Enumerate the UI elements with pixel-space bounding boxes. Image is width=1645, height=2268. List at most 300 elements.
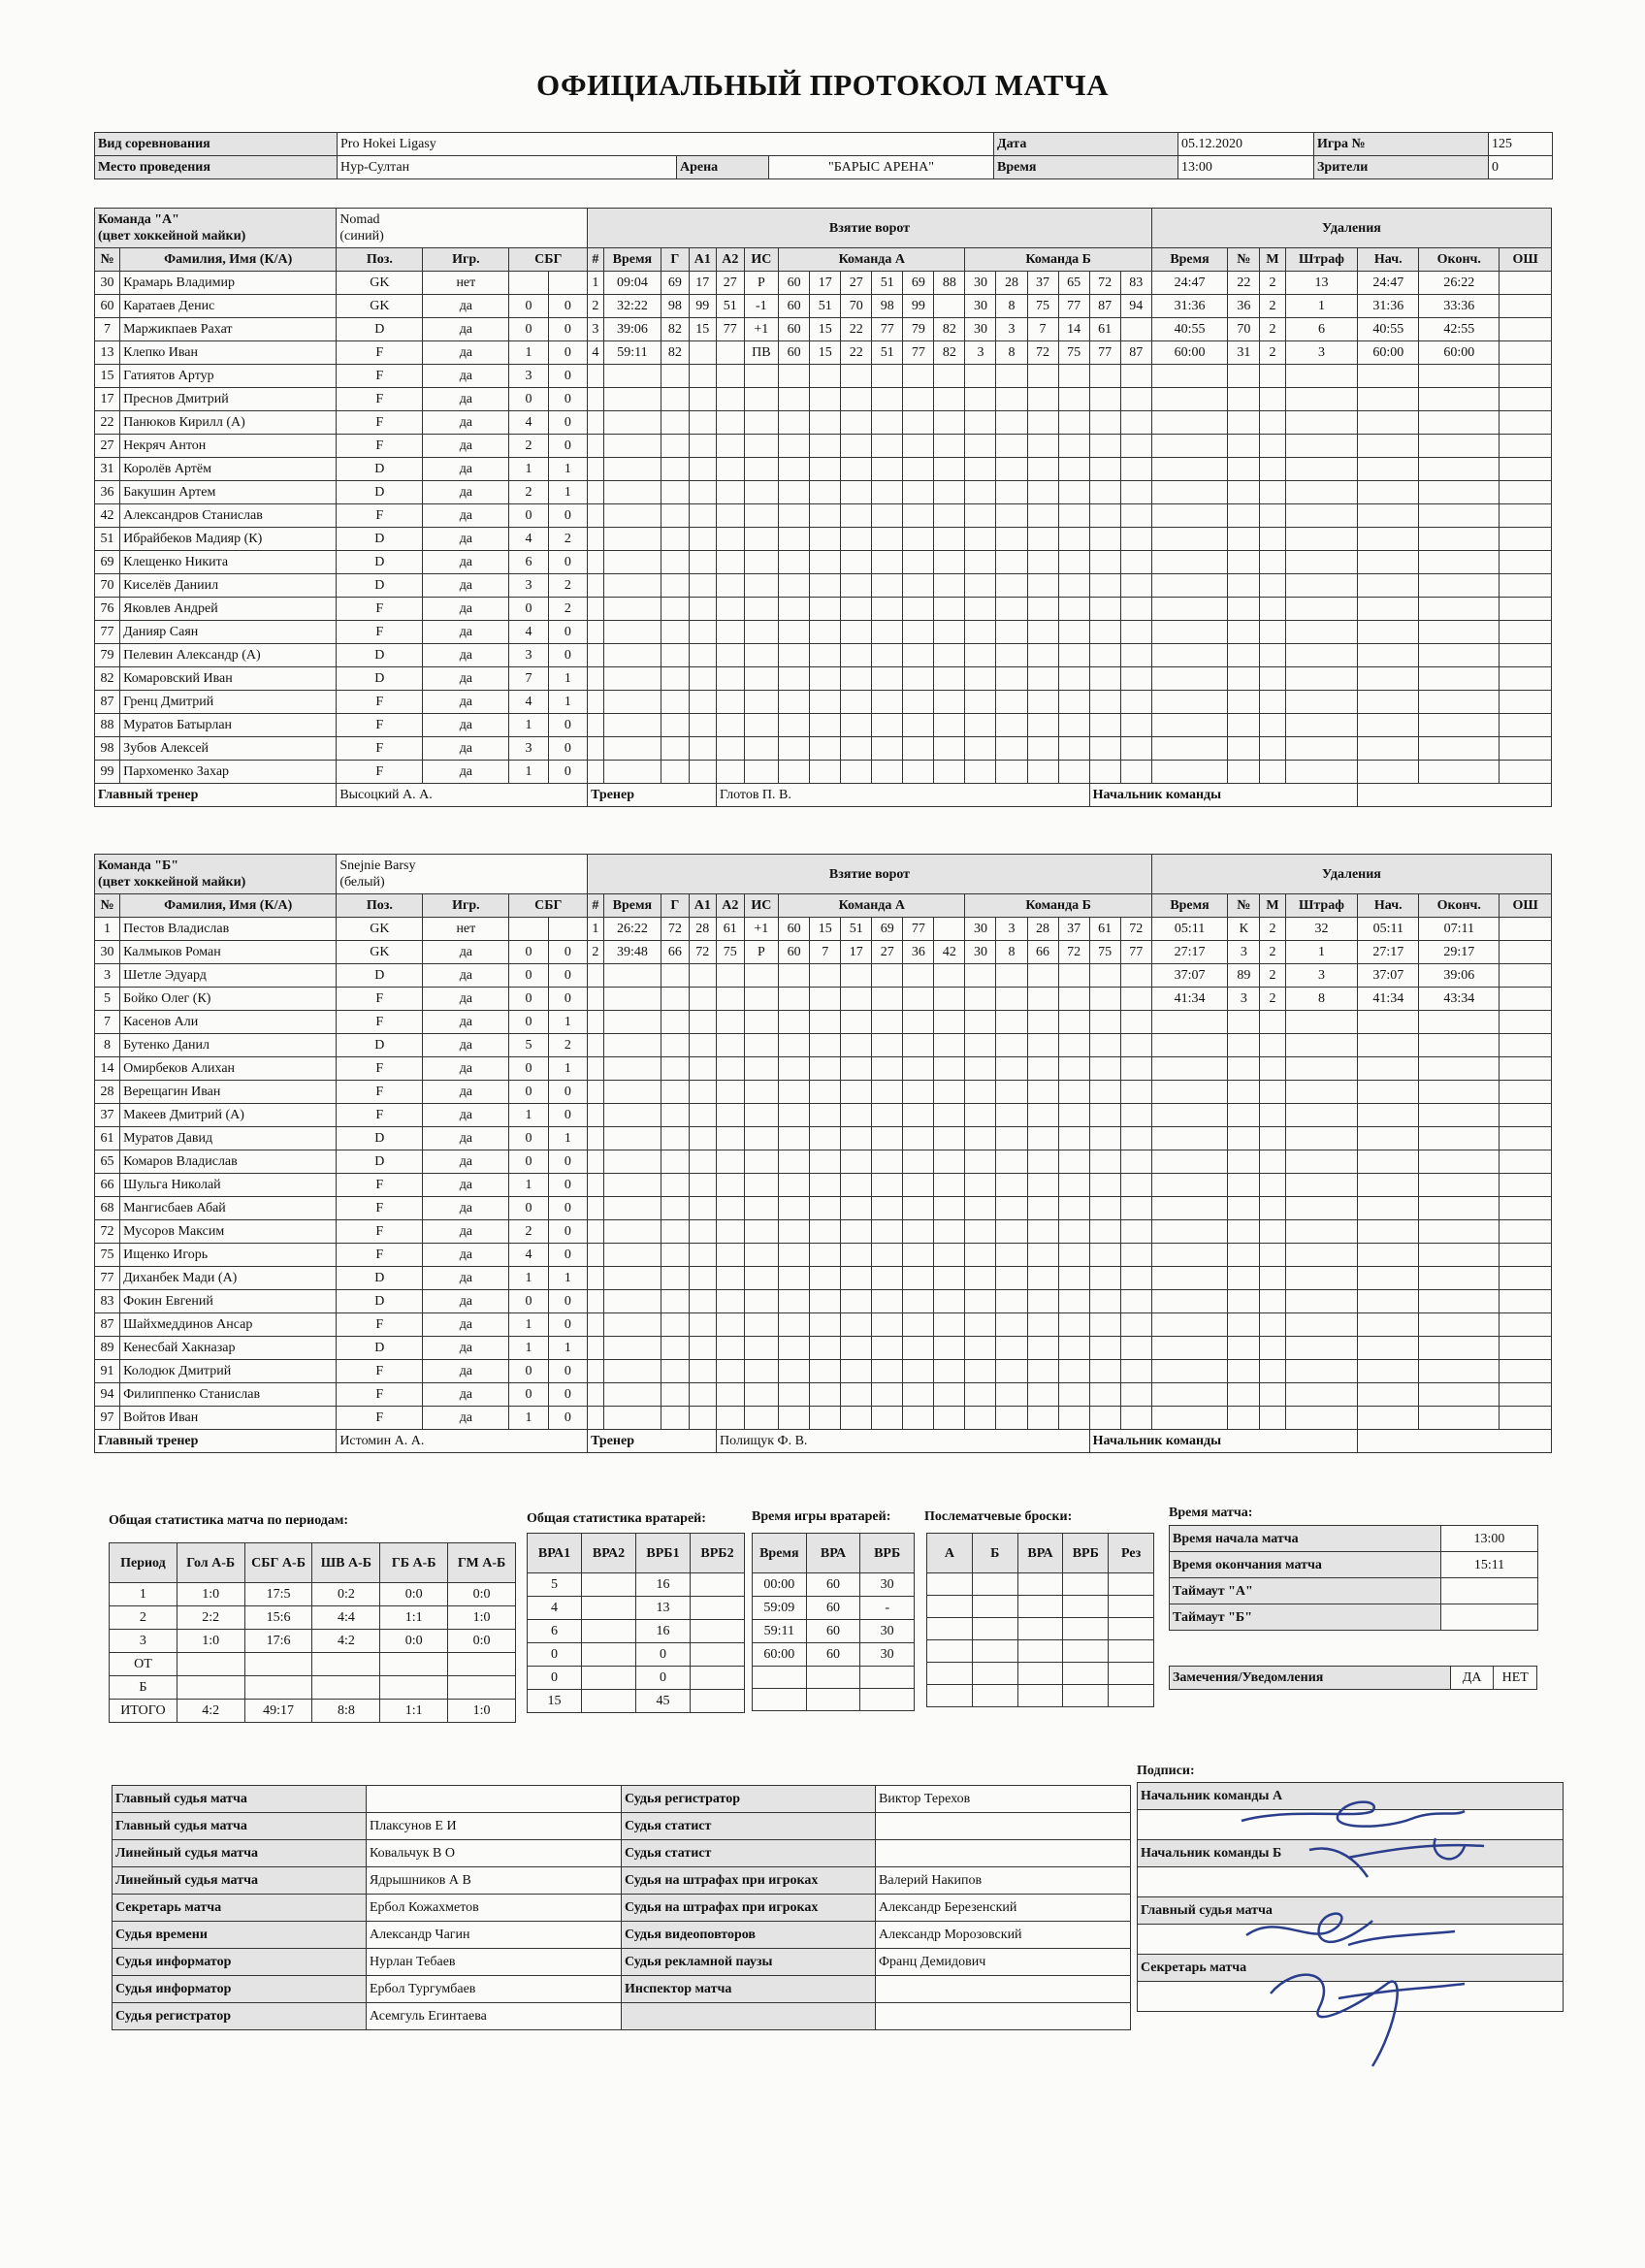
player-sog-a: 4 — [509, 528, 548, 551]
goalie-stats-cell: 15 — [528, 1690, 582, 1713]
penalty-cell: 42:55 — [1419, 318, 1500, 341]
penalty-cell: 2 — [1260, 918, 1285, 941]
goal-cell — [1120, 1034, 1151, 1057]
penalty-cell — [1260, 1127, 1285, 1150]
col-name: Фамилия, Имя (К/А) — [120, 894, 337, 918]
goal-cell — [1089, 988, 1120, 1011]
goal-cell: 82 — [661, 341, 689, 365]
penalty-cell — [1228, 667, 1260, 691]
goalie-stats-cell — [582, 1690, 636, 1713]
goal-cell — [603, 1127, 661, 1150]
penalty-cell — [1500, 1407, 1552, 1430]
goal-cell: 83 — [1120, 272, 1151, 295]
player-played: да — [423, 691, 509, 714]
player-sog-a: 1 — [509, 1313, 548, 1337]
player-number: 69 — [95, 551, 120, 574]
goal-cell — [1058, 667, 1089, 691]
goal-cell — [717, 737, 744, 761]
goal-cell — [872, 1034, 903, 1057]
player-sog-b: 0 — [548, 551, 587, 574]
player-sog-a: 0 — [509, 504, 548, 528]
official-role: Судья статист — [622, 1840, 876, 1867]
goal-cell — [903, 1057, 934, 1081]
player-row — [95, 1034, 1552, 1057]
time-label: Время — [994, 156, 1178, 179]
player-position: D — [337, 644, 423, 667]
goal-cell — [744, 388, 779, 411]
player-number: 77 — [95, 621, 120, 644]
goal-cell — [996, 1057, 1027, 1081]
goal-cell — [1058, 551, 1089, 574]
goal-cell — [1089, 644, 1120, 667]
goal-cell — [661, 1337, 689, 1360]
official-name: Ковальчук В О — [367, 1840, 622, 1867]
player-name: Яковлев Андрей — [120, 598, 337, 621]
penalty-cell: К — [1228, 918, 1260, 941]
goal-cell — [934, 504, 965, 528]
goal-cell — [717, 1011, 744, 1034]
goal-cell — [872, 1104, 903, 1127]
player-sog-b: 0 — [548, 1197, 587, 1220]
shootout-cell — [972, 1618, 1017, 1640]
goal-cell — [841, 1337, 872, 1360]
player-number: 51 — [95, 528, 120, 551]
goal-cell — [965, 714, 996, 737]
penalty-cell — [1358, 411, 1419, 435]
player-position: D — [337, 318, 423, 341]
player-name: Комаровский Иван — [120, 667, 337, 691]
goal-cell — [744, 458, 779, 481]
goal-cell — [965, 574, 996, 598]
player-sog-b: 0 — [548, 504, 587, 528]
goal-cell — [965, 1267, 996, 1290]
goal-cell — [934, 365, 965, 388]
period-stats-cell: 1 — [110, 1583, 177, 1606]
player-row — [95, 1220, 1552, 1244]
goal-cell — [903, 365, 934, 388]
goal-cell — [1120, 574, 1151, 598]
goal-cell — [1058, 365, 1089, 388]
goal-cell — [872, 574, 903, 598]
goal-cell — [779, 1244, 810, 1267]
player-sog-a: 1 — [509, 458, 548, 481]
penalty-cell — [1500, 365, 1552, 388]
goal-cell — [872, 388, 903, 411]
penalty-cell: 2 — [1260, 988, 1285, 1011]
penalty-cell — [1500, 1034, 1552, 1057]
goal-cell — [588, 1174, 604, 1197]
goal-cell — [965, 1127, 996, 1150]
goal-cell — [872, 761, 903, 784]
goal-cell — [588, 365, 604, 388]
goal-cell — [717, 964, 744, 988]
goalie-stats-row — [528, 1573, 745, 1597]
shootout-cell — [1017, 1685, 1063, 1707]
goal-cell — [841, 481, 872, 504]
player-number: 68 — [95, 1197, 120, 1220]
goal-cell — [934, 411, 965, 435]
player-position: F — [337, 411, 423, 435]
goal-cell — [872, 1057, 903, 1081]
shootout-cell — [1063, 1685, 1109, 1707]
col-goal-number: # — [588, 248, 604, 272]
penalty-cell — [1500, 941, 1552, 964]
penalty-cell — [1358, 714, 1419, 737]
penalty-cell: 13 — [1285, 272, 1358, 295]
goal-cell — [1120, 1150, 1151, 1174]
col-pen-minutes: М — [1260, 248, 1285, 272]
penalty-cell: 3 — [1285, 964, 1358, 988]
goal-cell — [872, 435, 903, 458]
goal-cell: 7 — [1027, 318, 1058, 341]
player-row — [95, 272, 1552, 295]
goal-cell: 82 — [661, 318, 689, 341]
player-name: Бутенко Данил — [120, 1034, 337, 1057]
player-played: да — [423, 1057, 509, 1081]
goal-cell — [717, 1150, 744, 1174]
shootout-header: Б — [972, 1534, 1017, 1573]
player-name: Гатиятов Артур — [120, 365, 337, 388]
goal-cell — [661, 644, 689, 667]
goal-cell — [1089, 598, 1120, 621]
goal-cell — [996, 1290, 1027, 1313]
shootout-cell — [1109, 1596, 1154, 1618]
competition-label: Вид соревнования — [95, 133, 338, 156]
goal-cell — [661, 365, 689, 388]
player-name: Некряч Антон — [120, 435, 337, 458]
team-chief-label: Начальник команды — [1089, 784, 1358, 807]
penalty-cell — [1228, 644, 1260, 667]
goal-cell — [661, 1244, 689, 1267]
penalty-cell — [1260, 528, 1285, 551]
goal-cell — [689, 621, 716, 644]
official-role: Главный судья матча — [113, 1786, 367, 1813]
penalty-cell: 39:06 — [1419, 964, 1500, 988]
goal-cell — [603, 1360, 661, 1383]
goal-cell: 51 — [872, 272, 903, 295]
penalty-cell: 05:11 — [1358, 918, 1419, 941]
goalie-time-cell — [806, 1667, 860, 1689]
goal-cell: 27 — [872, 941, 903, 964]
penalty-cell: 24:47 — [1151, 272, 1227, 295]
penalty-cell: 6 — [1285, 318, 1358, 341]
penalty-cell — [1500, 1197, 1552, 1220]
player-position: F — [337, 1383, 423, 1407]
goal-cell — [903, 1197, 934, 1220]
period-stats-cell: 3 — [110, 1630, 177, 1653]
player-sog-a: 0 — [509, 598, 548, 621]
penalty-cell — [1500, 1244, 1552, 1267]
penalty-cell — [1260, 1383, 1285, 1407]
goalie-time-row — [753, 1597, 915, 1620]
goal-cell — [1058, 644, 1089, 667]
goal-cell — [1058, 1244, 1089, 1267]
player-number: 13 — [95, 341, 120, 365]
goal-cell — [841, 1313, 872, 1337]
goal-cell — [744, 1244, 779, 1267]
goal-cell — [1027, 691, 1058, 714]
goal-cell — [841, 964, 872, 988]
penalty-cell — [1285, 621, 1358, 644]
goal-cell — [934, 964, 965, 988]
goal-cell — [1027, 458, 1058, 481]
match-time-label: Время окончания матча — [1170, 1552, 1441, 1578]
goalie-stats-row — [528, 1643, 745, 1667]
goal-cell — [996, 1220, 1027, 1244]
goal-cell — [588, 964, 604, 988]
goal-cell — [996, 1197, 1027, 1220]
goal-cell — [779, 504, 810, 528]
goal-cell — [934, 1011, 965, 1034]
penalty-cell — [1228, 1104, 1260, 1127]
goal-cell — [872, 1290, 903, 1313]
goal-cell — [1058, 1150, 1089, 1174]
goal-cell — [872, 714, 903, 737]
goal-cell — [717, 1197, 744, 1220]
penalty-cell — [1228, 1150, 1260, 1174]
goal-cell — [1027, 1244, 1058, 1267]
penalty-cell — [1228, 1383, 1260, 1407]
player-row — [95, 1150, 1552, 1174]
player-row — [95, 737, 1552, 761]
penalty-cell — [1228, 1220, 1260, 1244]
goal-cell — [661, 435, 689, 458]
player-row — [95, 1057, 1552, 1081]
player-number: 88 — [95, 714, 120, 737]
goal-cell — [810, 1150, 841, 1174]
player-sog-a: 0 — [509, 1150, 548, 1174]
shootout-row — [927, 1618, 1154, 1640]
goalie-stats-header: ВРБ1 — [636, 1534, 691, 1573]
goal-cell — [588, 1407, 604, 1430]
goal-cell: 51 — [717, 295, 744, 318]
penalty-cell: 05:11 — [1151, 918, 1227, 941]
goal-cell — [934, 1150, 965, 1174]
goal-cell — [996, 365, 1027, 388]
penalty-cell — [1500, 737, 1552, 761]
goal-cell — [689, 1313, 716, 1337]
notes-table — [1169, 1666, 1537, 1690]
player-sog-a: 0 — [509, 1127, 548, 1150]
goal-cell — [661, 964, 689, 988]
player-played: да — [423, 411, 509, 435]
player-name: Бакушин Артем — [120, 481, 337, 504]
col-team-a-on-ice: Команда А — [779, 894, 965, 918]
player-sog-a: 1 — [509, 1407, 548, 1430]
goal-cell — [934, 574, 965, 598]
penalty-cell — [1285, 598, 1358, 621]
goal-cell — [1027, 621, 1058, 644]
goalie-stats-row — [528, 1690, 745, 1713]
goal-cell: 72 — [1089, 272, 1120, 295]
goal-cell — [903, 691, 934, 714]
goal-cell — [934, 435, 965, 458]
match-time-value: 13:00 — [1441, 1526, 1538, 1552]
goal-cell — [779, 691, 810, 714]
goal-cell — [903, 598, 934, 621]
goal-cell — [689, 458, 716, 481]
goal-cell: 3 — [996, 918, 1027, 941]
penalty-cell — [1500, 1267, 1552, 1290]
penalty-cell — [1358, 1267, 1419, 1290]
goal-cell — [903, 1337, 934, 1360]
goal-cell — [965, 1034, 996, 1057]
goal-cell — [1089, 761, 1120, 784]
goal-cell — [661, 1197, 689, 1220]
goal-cell — [1089, 1383, 1120, 1407]
official-name: Александр Морозовский — [876, 1922, 1131, 1949]
penalty-cell — [1358, 504, 1419, 528]
official-role: Судья статист — [622, 1813, 876, 1840]
col-pen-code: Штраф — [1285, 894, 1358, 918]
goal-cell: ПВ — [744, 341, 779, 365]
goal-cell — [588, 1337, 604, 1360]
goal-cell — [1058, 1127, 1089, 1150]
player-sog-b: 0 — [548, 1360, 587, 1383]
penalty-cell — [1260, 388, 1285, 411]
penalty-cell — [1285, 761, 1358, 784]
goal-cell: 3 — [996, 318, 1027, 341]
goal-cell — [810, 435, 841, 458]
col-sog: СБГ — [509, 248, 588, 272]
team-a-section — [94, 208, 1552, 807]
goal-cell — [588, 1104, 604, 1127]
goal-cell — [1089, 1337, 1120, 1360]
player-sog-a: 1 — [509, 1267, 548, 1290]
player-sog-a: 0 — [509, 1290, 548, 1313]
goal-cell — [1089, 667, 1120, 691]
player-position: F — [337, 1407, 423, 1430]
goal-cell — [717, 598, 744, 621]
goal-cell — [661, 667, 689, 691]
goal-cell — [1058, 1174, 1089, 1197]
penalty-cell — [1419, 1290, 1500, 1313]
penalty-cell — [1151, 1081, 1227, 1104]
goal-cell — [872, 667, 903, 691]
player-played: да — [423, 621, 509, 644]
goal-cell: 60 — [779, 295, 810, 318]
goal-cell — [903, 458, 934, 481]
goal-cell — [744, 988, 779, 1011]
goal-cell — [934, 598, 965, 621]
goal-cell: 42 — [934, 941, 965, 964]
penalty-cell — [1285, 1104, 1358, 1127]
player-sog-b: 1 — [548, 667, 587, 691]
goal-cell — [779, 737, 810, 761]
penalty-cell — [1285, 504, 1358, 528]
goal-cell — [744, 964, 779, 988]
official-role: Судья информатор — [113, 1976, 367, 2003]
goal-cell — [1058, 574, 1089, 598]
goal-cell: 65 — [1058, 272, 1089, 295]
goal-cell — [1058, 1407, 1089, 1430]
goal-cell — [996, 1267, 1027, 1290]
goal-cell — [661, 988, 689, 1011]
penalty-cell — [1228, 1313, 1260, 1337]
goalie-stats-cell — [582, 1643, 636, 1667]
goal-cell — [661, 1220, 689, 1244]
goal-cell — [872, 988, 903, 1011]
goal-cell — [996, 621, 1027, 644]
goal-cell — [717, 1337, 744, 1360]
goal-cell: +1 — [744, 318, 779, 341]
penalty-cell — [1419, 1267, 1500, 1290]
goal-cell — [1058, 1057, 1089, 1081]
goal-cell — [996, 1174, 1027, 1197]
player-position: F — [337, 737, 423, 761]
goal-cell — [1058, 621, 1089, 644]
goal-cell: 99 — [903, 295, 934, 318]
goalie-time-row — [753, 1573, 915, 1597]
player-number: 14 — [95, 1057, 120, 1081]
goal-cell — [996, 458, 1027, 481]
goalie-stats-cell: 13 — [636, 1597, 691, 1620]
goal-cell: 99 — [689, 295, 716, 318]
goal-cell: 32:22 — [603, 295, 661, 318]
head-coach-label: Главный тренер — [95, 1430, 337, 1453]
player-sog-b: 0 — [548, 341, 587, 365]
goal-cell — [841, 1290, 872, 1313]
goal-cell — [717, 1244, 744, 1267]
penalty-cell: 3 — [1285, 341, 1358, 365]
goal-cell — [810, 1127, 841, 1150]
col-position: Поз. — [337, 894, 423, 918]
goal-cell — [1058, 988, 1089, 1011]
goal-cell — [934, 1034, 965, 1057]
period-stats-row — [110, 1676, 516, 1700]
penalty-cell — [1419, 621, 1500, 644]
goal-cell: 4 — [588, 341, 604, 365]
penalty-cell — [1500, 598, 1552, 621]
goalie-time-row — [753, 1689, 915, 1711]
goal-cell — [872, 737, 903, 761]
goal-cell: 09:04 — [603, 272, 661, 295]
goal-cell — [603, 1174, 661, 1197]
player-row — [95, 388, 1552, 411]
goal-cell — [934, 295, 965, 318]
goal-cell — [1120, 481, 1151, 504]
goal-cell — [603, 714, 661, 737]
goal-cell — [1058, 1220, 1089, 1244]
player-sog-a: 3 — [509, 574, 548, 598]
period-stats-cell — [380, 1653, 448, 1676]
goal-cell: 77 — [1089, 341, 1120, 365]
goal-cell — [810, 644, 841, 667]
col-pen-end: Оконч. — [1419, 894, 1500, 918]
goal-cell — [965, 1244, 996, 1267]
goalie-stats-header: ВРА1 — [528, 1534, 582, 1573]
penalty-cell — [1151, 411, 1227, 435]
penalty-cell — [1285, 644, 1358, 667]
player-row — [95, 691, 1552, 714]
penalty-cell — [1285, 1150, 1358, 1174]
player-row — [95, 918, 1552, 941]
goal-cell — [588, 1034, 604, 1057]
goal-cell — [934, 1220, 965, 1244]
goal-cell — [689, 1244, 716, 1267]
goal-cell — [841, 551, 872, 574]
shootout-cell — [1063, 1618, 1109, 1640]
col-situation: ИС — [744, 894, 779, 918]
goal-cell — [996, 411, 1027, 435]
player-played: да — [423, 1011, 509, 1034]
official-role: Линейный судья матча — [113, 1867, 367, 1895]
goal-cell — [744, 1034, 779, 1057]
goal-cell — [1058, 1081, 1089, 1104]
penalty-cell — [1228, 365, 1260, 388]
goal-cell — [810, 1290, 841, 1313]
goal-cell — [744, 598, 779, 621]
